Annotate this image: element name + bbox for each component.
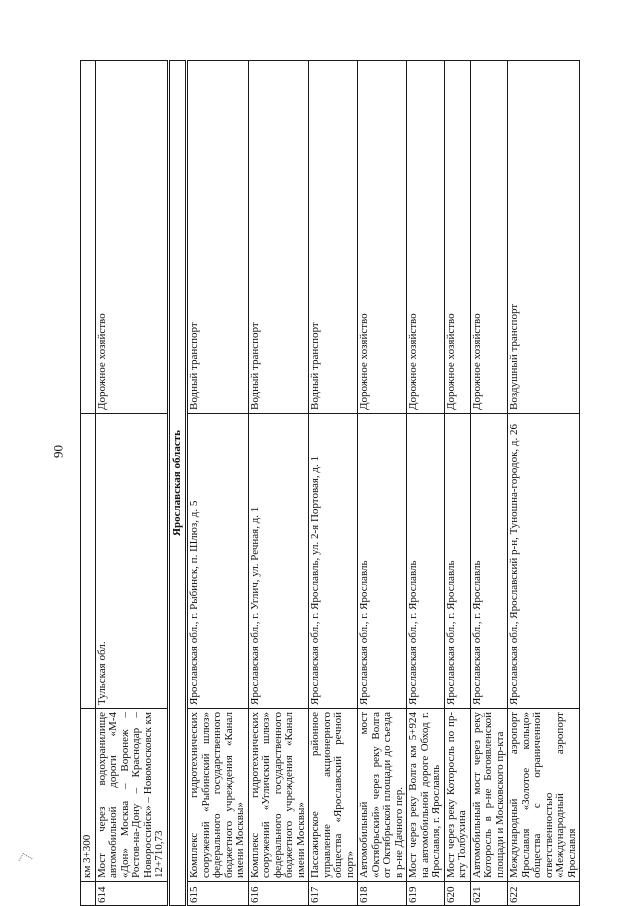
industry-cell: Воздушный транспорт	[508, 61, 580, 414]
object-name-cell: Комплекс гидротехнических сооружений «Рыбинский шлюз» федерального государственного бюджетного учреждения «Канал имени Москвы»	[187, 709, 249, 882]
row-number-cell: 617	[309, 882, 358, 906]
rotated-table-frame	[80, 61, 587, 906]
industry-cell: Дорожное хозяйство	[470, 61, 508, 414]
address-cell: Ярославская обл., г. Ярославль	[407, 414, 445, 709]
industry-cell: Водный транспорт	[187, 61, 249, 414]
address-cell: Ярославская обл., г. Ярославль	[358, 414, 407, 709]
object-name-cell: Пассажирское районное управление акционерного общества «Ярославский речной порт»	[309, 709, 358, 882]
table-row	[309, 61, 358, 906]
address-cell: Ярославская обл., г. Ярославль	[470, 414, 508, 709]
row-number-cell: 621	[470, 882, 508, 906]
registry-table	[80, 60, 580, 906]
address-cell: Ярославская обл., г. Ярославль	[444, 414, 470, 709]
table-row-continuation	[81, 61, 96, 906]
address-cell	[81, 414, 96, 709]
table-row	[248, 61, 309, 906]
row-number-cell: 616	[248, 882, 309, 906]
row-number-cell	[81, 882, 96, 906]
row-number-cell: 619	[407, 882, 445, 906]
row-number-cell: 620	[444, 882, 470, 906]
object-name-cell: Автомобильный мост через реку Которосль в р-не Богоявленской площади и Московского пр-кта	[470, 709, 508, 882]
industry-cell: Водный транспорт	[248, 61, 309, 414]
row-number-cell: 615	[187, 882, 249, 906]
table-row	[470, 61, 508, 906]
industry-cell	[81, 61, 96, 414]
object-name-cell: Комплекс гидротехнических сооружений «Угличский шлюз» федерального государственного бюджетного учреждения «Канал имени Москвы»	[248, 709, 309, 882]
scan-artifact	[18, 853, 32, 866]
object-name-cell: Мост через реку Которосль по пр-кту Толбухина	[444, 709, 470, 882]
address-cell: Ярославская обл., г. Ярославль, ул. 2-я Портовая, д. 1	[309, 414, 358, 709]
page-number: 90	[50, 445, 66, 458]
object-name-cell: км 3+300	[81, 709, 96, 882]
row-number-cell: 622	[508, 882, 580, 906]
object-name-cell: Мост через водохранилище автомобильной дороги «М-4 «Дон» Москва – Воронеж – Ростов-на-Дону – Краснодар – Новороссийск» – Новомосковск км 12+710,73	[95, 709, 168, 882]
object-name-cell: Мост через реку Волга км 5+924 на автомобильной дороге Обход г. Ярославля, г. Ярославль	[407, 709, 445, 882]
industry-cell: Дорожное хозяйство	[95, 61, 168, 414]
industry-cell: Дорожное хозяйство	[358, 61, 407, 414]
industry-cell: Дорожное хозяйство	[407, 61, 445, 414]
region-title: Ярославская область	[170, 430, 183, 536]
address-cell: Ярославская обл., г. Рыбинск, п. Шлюз, д. 5	[187, 414, 249, 709]
row-number-cell: 614	[95, 882, 168, 906]
address-cell: Ярославская обл., Ярославский р-н, Туношна-городок, д. 26	[508, 414, 580, 709]
table-row	[407, 61, 445, 906]
region-section-cell	[168, 61, 187, 906]
table-row	[187, 61, 249, 906]
address-cell: Тульская обл.	[95, 414, 168, 709]
table-row	[95, 61, 168, 906]
industry-cell: Водный транспорт	[309, 61, 358, 414]
table-row	[508, 61, 580, 906]
table-row	[444, 61, 470, 906]
object-name-cell: Международный аэропорт Ярославля «Золотое кольцо» общества с ограниченной ответственностью «Международный аэропорт Ярославля	[508, 709, 580, 882]
region-section-row	[168, 61, 187, 906]
industry-cell: Дорожное хозяйство	[444, 61, 470, 414]
table-row	[358, 61, 407, 906]
row-number-cell: 618	[358, 882, 407, 906]
address-cell: Ярославская обл., г. Углич, ул. Речная, д. 1	[248, 414, 309, 709]
object-name-cell: Автомобильный мост «Октябрьский» через реку Волга от Октябрьской площади до съезда в р-не Дачного пер.	[358, 709, 407, 882]
